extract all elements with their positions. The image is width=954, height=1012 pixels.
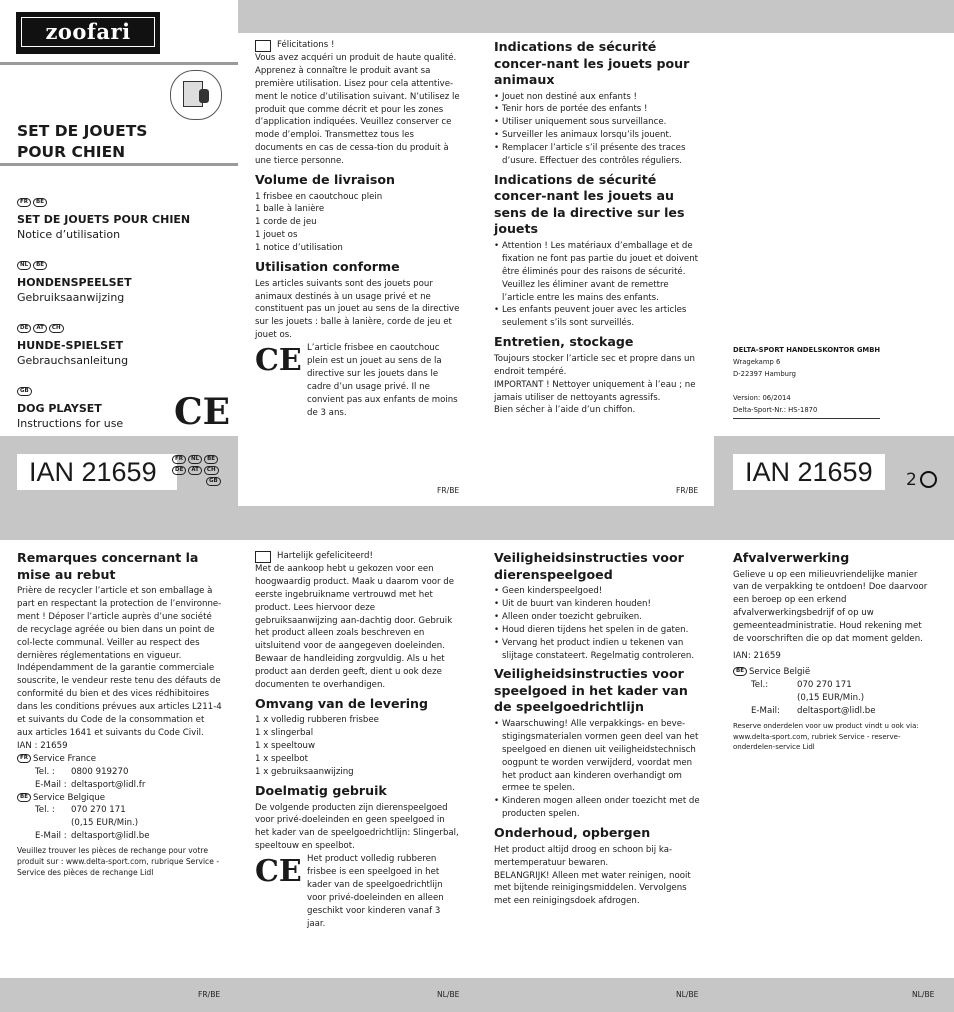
- email-value: deltasport@lidl.be: [797, 705, 876, 716]
- flag-nl: NL: [188, 455, 202, 464]
- lang-name: HUNDE-SPIELSET: [17, 338, 124, 352]
- care-text: Bien sécher à l’aide d’un chiffon.: [494, 405, 636, 416]
- lang-nl: [17, 257, 190, 320]
- safety-title-2: Indications de sécurité concer-nant les jouets au sens de la directive sur les jouets: [494, 171, 685, 237]
- nl-intro-column: [255, 550, 460, 931]
- flag-be: BE: [33, 198, 47, 207]
- spare-parts-note: Reserve onderdelen voor uw product vindt u ook via: www.delta-sport.com, rubriek Service - reserve-onderdelen-service Lidl: [733, 722, 919, 752]
- flag-ch: CH: [204, 466, 219, 475]
- service-title: Service België: [748, 666, 811, 677]
- volume-item: 1 x slingerbal: [255, 728, 314, 739]
- language-list: [17, 194, 190, 432]
- read-manual-icon: [170, 70, 222, 120]
- list-item: • Utiliser uniquement sous surveillance.: [494, 116, 700, 129]
- column-footer: FR/BE: [437, 486, 460, 495]
- flag-fr: FR: [17, 198, 31, 207]
- cover-divider-2: [0, 163, 238, 166]
- ian-text: IAN: 21659: [733, 650, 781, 661]
- list-item: • Remplacer l’article s’il présente des traces d’usure. Effectuer des contrôles réguliers.: [494, 142, 700, 168]
- flag-nl: NL: [17, 261, 31, 270]
- flag-fr: FR: [172, 455, 186, 464]
- usage-ce-text: L’article frisbee en caoutchouc plein est un jouet au sens de la directive sur les jouets dans le cadre d’un usage privé. Il ne convient pas aux enfants de moins de 3 ans.: [307, 343, 458, 418]
- ce-mark-icon: CE: [255, 854, 302, 890]
- list-item: • Jouet non destiné aux enfants !: [494, 91, 700, 104]
- ian-flags: [172, 453, 232, 486]
- email-value: deltasport@lidl.be: [71, 831, 150, 842]
- usage-ce-text: Het product volledig rubberen frisbee is een speelgoed in het kader van de speelgoedrichtlijn voor privé-doeleinden en alleen geschikt voor kinderen vanaf 3 jaar.: [307, 854, 444, 929]
- safety-title-1: Indications de sécurité concer-nant les jouets pour animaux: [494, 39, 690, 87]
- list-item: • Waarschuwing! Alle verpakkings- en beve-stigingsmaterialen vormen geen deel van het speelgoed en dienen uit veiligheidstechnisch oogpunt te worden verwijderd, voordat men het product aan kinderen overhandigt om ermee te spelen.: [494, 718, 700, 795]
- congrats-text: Met de aankoop hebt u gekozen voor een hoogwaardig product. Maak u daarom voor de eerste ingebruikname vertrouwd met het product. Lees hiervoor deze gebruiksaanwijzing aan-dachtig door. Gebruik het product alleen zoals beschreven en uitsluitend voor de aangegeven doeleinden. Bewaar de handleiding zorgvuldig. Als u het product aan derden geeft, dient u ook deze documenten te overhandigen.: [255, 563, 455, 691]
- service-title: Service France: [33, 753, 97, 764]
- recycle-title: Afvalverwerking: [733, 550, 850, 565]
- email-value: deltasport@lidl.fr: [71, 779, 146, 790]
- warranty-text: Indépendamment de la garantie commerciale souscrite, le vendeur reste tenu des défauts de conformité du bien et des vices rédhibitoires dans les conditions prévues aux articles L211-4 et suivants du Code de la consommation et aux articles 1641 et suivants du Code Civil.: [17, 663, 222, 738]
- back-ian: IAN 21659: [733, 454, 885, 490]
- care-text: IMPORTANT ! Nettoyer uniquement à l’eau ; ne jamais utiliser de nettoyants agressifs.: [494, 379, 696, 403]
- email-label: E-Mail :: [35, 779, 67, 790]
- tel-label: Tel. :: [35, 766, 55, 777]
- list-item: • Vervang het product indien u tekenen van slijtage constateert. Regelmatig controleren.: [494, 637, 700, 663]
- fr-safety-column: [494, 39, 700, 417]
- flag-at: AT: [33, 324, 47, 333]
- list-item: • Les enfants peuvent jouer avec les articles seulement s’ils sont surveillés.: [494, 304, 700, 330]
- care-title: Entretien, stockage: [494, 334, 634, 350]
- cover-divider: [0, 62, 238, 65]
- lang-manual: Gebruiksaanwijzing: [17, 291, 125, 304]
- mid-band: [0, 506, 954, 540]
- tel-label: Tel.:: [751, 679, 769, 690]
- email-label: E-Mail:: [751, 705, 780, 716]
- version: Version: 06/2014: [733, 394, 791, 402]
- congrats-title: Félicitations !: [277, 40, 335, 50]
- delta-sport-number: Delta-Sport-Nr.: HS-1870: [733, 404, 880, 419]
- lang-manual: Gebrauchsanleitung: [17, 354, 129, 367]
- volume-item: 1 frisbee en caoutchouc plein: [255, 191, 383, 202]
- list-item: • Attention ! Les matériaux d’emballage et de fixation ne font pas partie du jouet et doivent être éliminés pour des raisons de sécurité. Veuillez les éliminer avant de remettre l’article entre les mains des enfants.: [494, 240, 700, 305]
- recycle-text: Prière de recycler l’article et son emballage à part en respectant la protection de l’environne-ment ! Déposer l’article auprès d’une société de recyclage agréée ou bien dans un point de col-lecte communal. Veiller au respect des dernières réglementations en vigueur.: [17, 586, 222, 661]
- flag-be: BE: [204, 455, 218, 464]
- service-title: Service Belgique: [32, 792, 106, 803]
- care-title: Onderhoud, opbergen: [494, 825, 651, 841]
- flag-gb: GB: [206, 477, 221, 486]
- nl-safety-column: [494, 550, 700, 908]
- list-item: • Geen kinderspeelgoed!: [494, 585, 700, 598]
- volume-title: Omvang van de levering: [255, 695, 429, 711]
- flag-fr: FR: [17, 754, 31, 763]
- book-icon: [255, 551, 271, 563]
- ce-mark-icon: CE: [255, 343, 302, 379]
- column-footer: FR/BE: [198, 990, 221, 999]
- company-city: D-22397 Hamburg: [733, 370, 796, 378]
- tel-value: 0800 919270: [71, 766, 129, 777]
- lang-manual: Notice d’utilisation: [17, 228, 121, 241]
- fr-intro-column: [255, 39, 460, 420]
- volume-item: 1 x volledig rubberen frisbee: [255, 715, 379, 726]
- footer-top-strip: [238, 483, 714, 506]
- congrats-title: Hartelijk gefeliciteerd!: [277, 551, 373, 561]
- volume-item: 1 x gebruiksaanwijzing: [255, 767, 354, 778]
- care-text: Toujours stocker l’article sec et propre dans un endroit tempéré.: [494, 353, 695, 377]
- flag-be: BE: [733, 667, 747, 676]
- tel-value: 070 270 171: [71, 805, 126, 816]
- list-item: • Surveiller les animaux lorsqu’ils jouent.: [494, 129, 700, 142]
- flag-be: BE: [33, 261, 47, 270]
- column-footer: NL/BE: [437, 990, 460, 999]
- usage-text: Les articles suivants sont des jouets pour animaux destinés à un usage privé et ne constituent pas un jouet au sens de la directive sur les jouets : balle à lanière, corde de jeu et jouet os.: [255, 278, 460, 341]
- column-footer: NL/BE: [912, 990, 935, 999]
- list-item: • Uit de buurt van kinderen houden!: [494, 598, 700, 611]
- logo-text: zoofari: [21, 17, 155, 47]
- ce-mark-icon: CE: [174, 391, 231, 433]
- volume-item: 1 x speeltouw: [255, 741, 316, 752]
- cover-title-line1: SET DE JOUETS: [17, 122, 148, 140]
- tel-note: (0,15 EUR/Min.): [797, 692, 865, 703]
- tel-value: 070 270 171: [797, 679, 852, 690]
- bottom-band: [0, 978, 954, 1012]
- lang-name: HONDENSPEELSET: [17, 275, 132, 289]
- lang-manual: Instructions for use: [17, 417, 124, 430]
- column-footer: NL/BE: [676, 990, 699, 999]
- circle-icon: [920, 471, 937, 488]
- safety-list-2: [494, 240, 700, 330]
- care-text: BELANGRIJK! Alleen met water reinigen, nooit met bijtende reinigingsmiddelen. Vervolgens met een reinigingsdoek afdrogen.: [494, 870, 691, 907]
- cover-title-line2: POUR CHIEN: [17, 143, 126, 161]
- cover-ian: IAN 21659: [17, 454, 177, 490]
- ian-text: IAN : 21659: [17, 740, 68, 751]
- flag-ch: CH: [49, 324, 64, 333]
- company-block: [733, 344, 880, 419]
- brand-logo: [16, 12, 160, 54]
- email-label: E-Mail :: [35, 831, 67, 842]
- flag-de: DE: [172, 466, 186, 475]
- care-text: Het product altijd droog en schoon bij ka-mertemperatuur bewaren.: [494, 844, 673, 868]
- spare-parts-note: Veuillez trouver les pièces de rechange pour votre produit sur : www.delta-sport.com, rubrique Service - Service des pièces de rechange Lidl: [17, 846, 220, 878]
- lang-gb: [17, 383, 190, 432]
- lang-de: [17, 320, 190, 383]
- fr-recycle-column: [17, 550, 222, 878]
- list-item: • Tenir hors de portée des enfants !: [494, 103, 700, 116]
- tel-label: Tel. :: [35, 805, 55, 816]
- volume-item: 1 corde de jeu: [255, 217, 317, 228]
- tel-note: (0,15 EUR/Min.): [71, 818, 139, 829]
- usage-text: De volgende producten zijn dierenspeelgoed voor privé-doeleinden en geen speelgoed in het kader van de speelgoedrichtlijn: Slingerbal, speeltouw en speelbot.: [255, 802, 459, 852]
- usage-title: Utilisation conforme: [255, 259, 400, 275]
- flag-be: BE: [17, 793, 31, 802]
- flag-gb: GB: [17, 387, 32, 396]
- safety-list-1: [494, 91, 700, 168]
- safety-list-1: [494, 585, 700, 662]
- usage-title: Doelmatig gebruik: [255, 783, 387, 798]
- column-footer: FR/BE: [676, 486, 699, 495]
- recycle-text: Gelieve u op een milieuvriendelijke manier van de verpakking te ontdoen! Doe daarvoor een beroep op een erkend afvalverwerkingsbedrijf of op uw gemeenteadministratie. Houd rekening met de voorschriften die op dat moment gelden.: [733, 569, 928, 645]
- book-icon: [255, 40, 271, 52]
- safety-title-2: Veiligheidsinstructies voor speelgoed in het kader van de speelgoedrichtlijn: [494, 666, 688, 715]
- top-band: [238, 0, 954, 33]
- congrats-text: Vous avez acquéri un produit de haute qualité. Apprenez à connaître le produit avant sa première utilisation. Lisez pour cela attentive-ment le notice d’utilisation suivant. N’utilisez le produit que comme décrit et pour les zones d’application indiquées. Veuillez conserver ce mode d’emploi. Transmettez tous les documents en cas de cessa-tion du produit à une tierce personne.: [255, 52, 460, 167]
- company-street: Wragekamp 6: [733, 358, 781, 366]
- list-item: • Houd dieren tijdens het spelen in de gaten.: [494, 624, 700, 637]
- company-name: DELTA-SPORT HANDELSKONTOR GMBH: [733, 346, 881, 354]
- safety-list-2: [494, 718, 700, 821]
- list-item: • Alleen onder toezicht gebruiken.: [494, 611, 700, 624]
- volume-item: 1 x speelbot: [255, 754, 308, 765]
- lang-name: DOG PLAYSET: [17, 401, 102, 415]
- list-item: • Kinderen mogen alleen onder toezicht met de producten spelen.: [494, 795, 700, 821]
- volume-title: Volume de livraison: [255, 172, 395, 188]
- recycle-title: Remarques concernant la mise au rebut: [17, 550, 199, 582]
- cover-title: [17, 121, 147, 163]
- safety-title-1: Veiligheidsinstructies voor dierenspeelgoed: [494, 550, 684, 582]
- volume-item: 1 notice d’utilisation: [255, 243, 343, 254]
- flag-at: AT: [188, 466, 202, 475]
- volume-item: 1 jouet os: [255, 230, 298, 241]
- flag-de: DE: [17, 324, 31, 333]
- page-number: 2: [906, 470, 917, 490]
- lang-name: SET DE JOUETS POUR CHIEN: [17, 212, 191, 226]
- nl-recycle-column: [733, 550, 933, 753]
- lang-fr: [17, 194, 190, 257]
- volume-item: 1 balle à lanière: [255, 204, 325, 215]
